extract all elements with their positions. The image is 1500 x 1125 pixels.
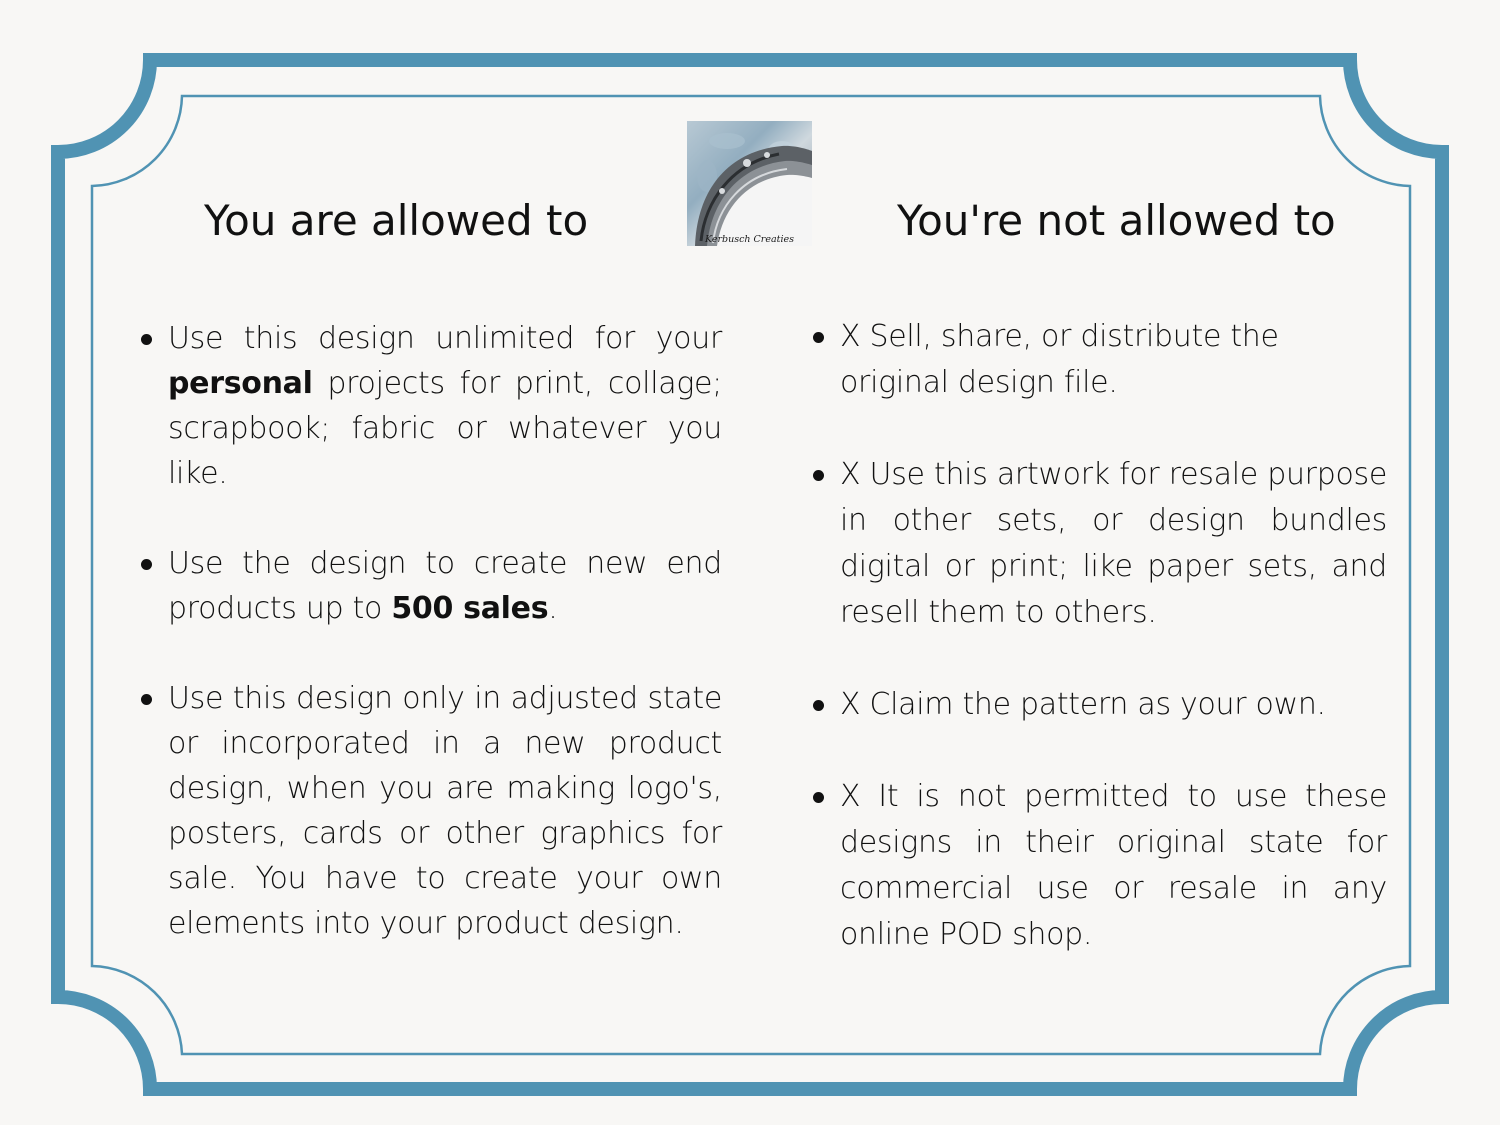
allowed-item: Use this design only in adjusted state or incorporated in a new product design, when you are making logo's, posters, cards or other graphics for sale. You have to create your own elements into your product design. xyxy=(138,676,722,946)
allowed-item: Use this design unlimited for your personal projects for print, collage; scrapbook; fabric or whatever you like. xyxy=(138,316,722,496)
not-allowed-heading: You're not allowed to xyxy=(897,196,1336,245)
not-allowed-item: X Use this artwork for resale purpose in other sets, or design bundles digital or print; like paper sets, and resell them to others. xyxy=(810,452,1387,636)
not-allowed-item: X Claim the pattern as your own. xyxy=(810,682,1387,728)
allowed-heading: You are allowed to xyxy=(204,196,589,245)
logo-text: Kerbusch Creaties xyxy=(705,234,794,245)
not-allowed-list xyxy=(810,314,1387,958)
brand-logo xyxy=(687,121,812,246)
not-allowed-item: X Sell, share, or distribute the original design file. xyxy=(810,314,1387,406)
allowed-list xyxy=(138,316,722,946)
allowed-item: Use the design to create new end products up to 500 sales. xyxy=(138,541,722,631)
ornate-mirror-frame-icon xyxy=(687,121,812,246)
not-allowed-item: X It is not permitted to use these designs in their original state for commercial use or resale in any online POD shop. xyxy=(810,774,1387,958)
